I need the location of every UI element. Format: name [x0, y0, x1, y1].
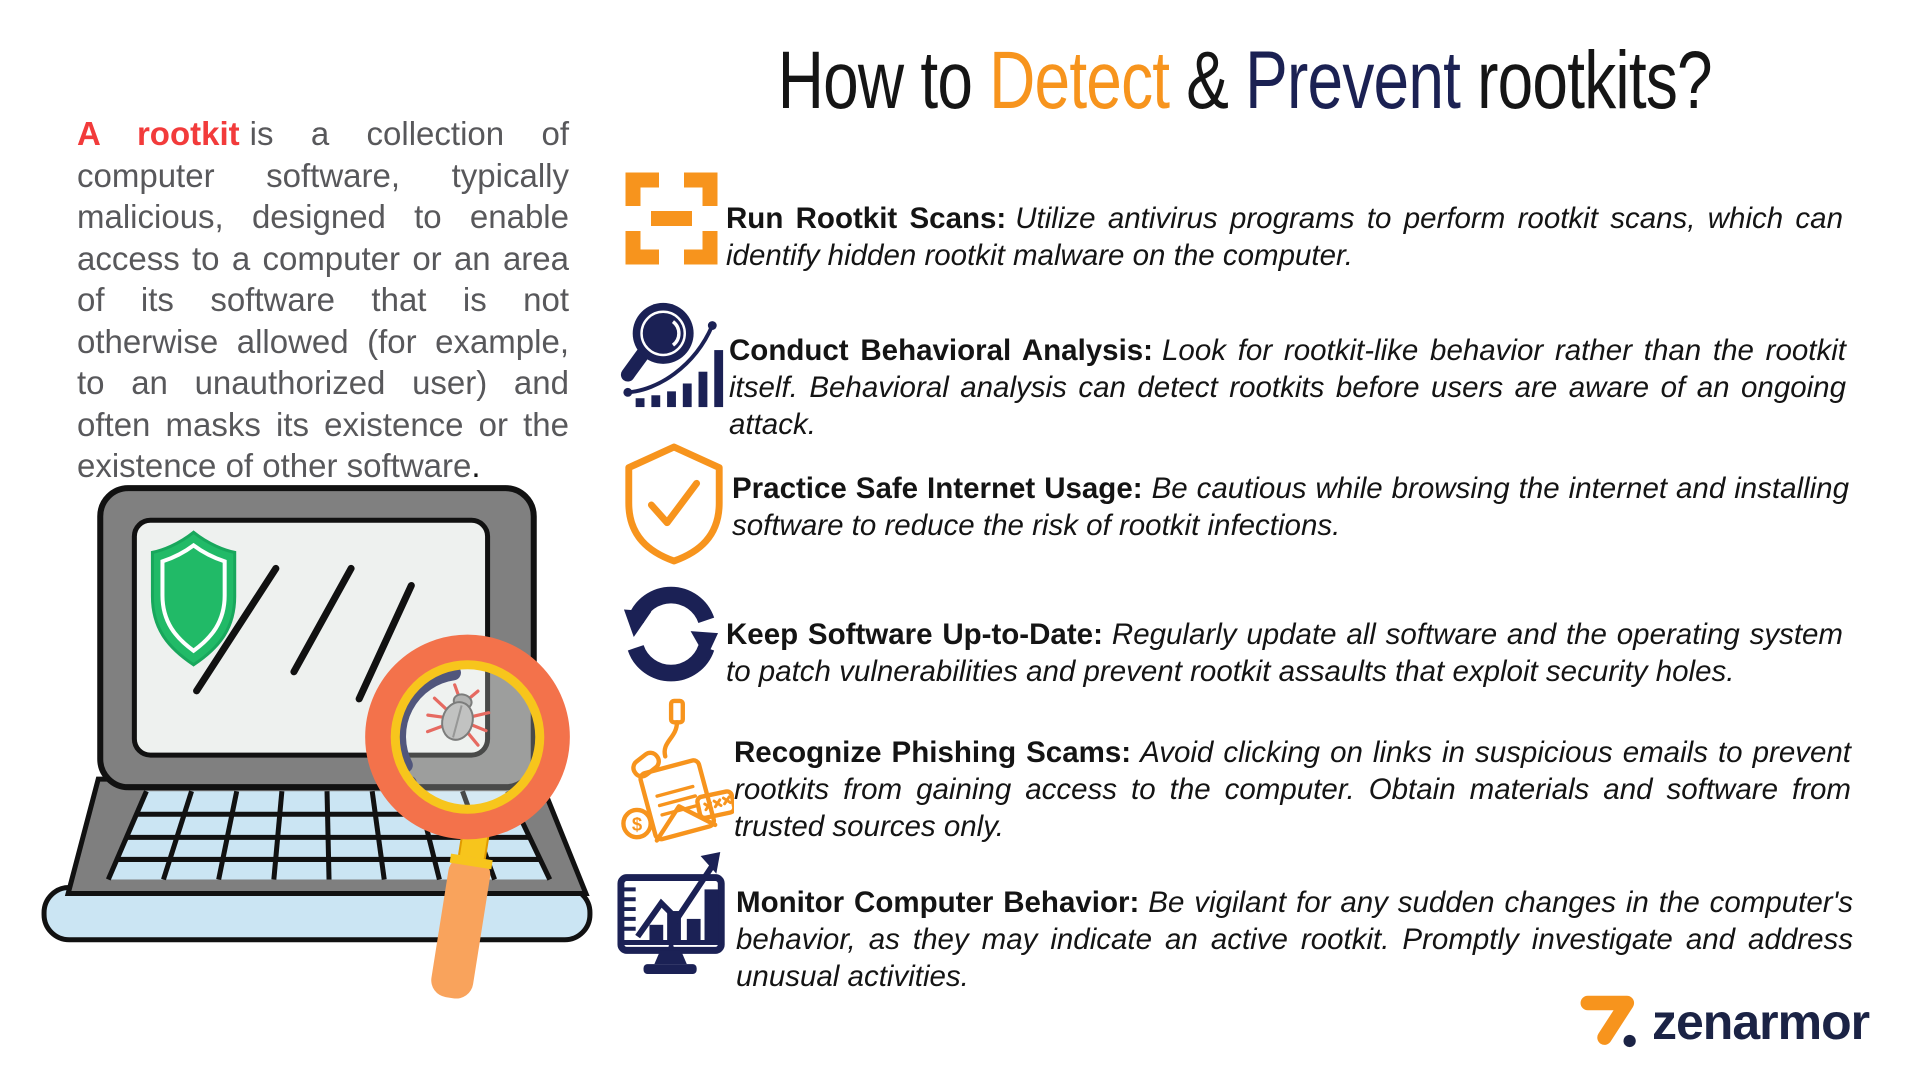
- title-prefix: How to: [777, 35, 990, 126]
- item-text: [726, 606, 1843, 690]
- item-label: Conduct Behavioral Analysis:: [729, 333, 1154, 367]
- zenarmor-brand-text: zenarmor: [1652, 994, 1870, 1050]
- item-description: Utilize antivirus programs to perform rootkit scans, which can identify hidden rootkit malware on the computer.: [726, 201, 1843, 272]
- item-text: [726, 190, 1843, 274]
- zenarmor-logo-icon: [1580, 993, 1638, 1051]
- item-text: [734, 724, 1851, 845]
- rootkit-highlight: A rootkit: [77, 115, 240, 152]
- item-label: Run Rootkit Scans:: [726, 201, 1007, 235]
- scan-frame-icon: [616, 160, 726, 303]
- item-description: Regularly update all software and the operating system to patch vulnerabilities and prevent rootkit assaults that exploit security holes.: [726, 617, 1843, 688]
- item-label: Keep Software Up-to-Date:: [726, 617, 1103, 651]
- page-title: [600, 34, 1890, 128]
- item-label: Recognize Phishing Scams:: [734, 735, 1132, 769]
- item-description: Look for rootkit-like behavior rather than the rootkit itself. Behavioral analysis can detect rootkits before users are aware of an ongoing attack.: [729, 333, 1847, 441]
- intro-paragraph: [77, 113, 569, 487]
- item-description: Avoid clicking on links in suspicious emails to prevent rootkits from gaining access to the computer. Obtain materials and software from trusted sources only.: [734, 735, 1851, 843]
- intro-period: .: [471, 447, 481, 484]
- item-run-rootkit-scans: [616, 160, 1868, 303]
- intro-body-text: is a collection of computer software, typically malicious, designed to enable access to a computer or an area of its software that is not otherwise allowed (for example, to an unauthorized user) and often masks its existence or the existence of other software: [77, 115, 569, 484]
- svg-text:$: $: [631, 813, 643, 835]
- magnifier-icon: [379, 649, 556, 826]
- title-prevent: Prevent: [1245, 35, 1461, 126]
- monitor-chart-icon: [616, 844, 736, 1024]
- item-practice-safe-internet-usage: [616, 430, 1868, 573]
- laptop-magnifier-illustration: [28, 468, 610, 1000]
- item-label: Practice Safe Internet Usage:: [732, 471, 1143, 505]
- item-text: [729, 322, 1846, 443]
- title-suffix: rootkits?: [1460, 35, 1713, 126]
- item-text: [736, 874, 1853, 995]
- item-label: Monitor Computer Behavior:: [736, 885, 1140, 919]
- item-description: Be cautious while browsing the internet and installing software to reduce the risk of rootkit infections.: [732, 471, 1849, 542]
- zenarmor-logo: [1580, 990, 1869, 1054]
- title-detect: Detect: [989, 35, 1170, 126]
- title-ampersand: &: [1169, 35, 1246, 126]
- item-description: Be vigilant for any sudden changes in the computer's behavior, as they may indicate an active rootkit. Promptly investigate and address unusual activities.: [736, 885, 1853, 993]
- shield-check-icon: [616, 430, 732, 573]
- item-text: [732, 460, 1849, 544]
